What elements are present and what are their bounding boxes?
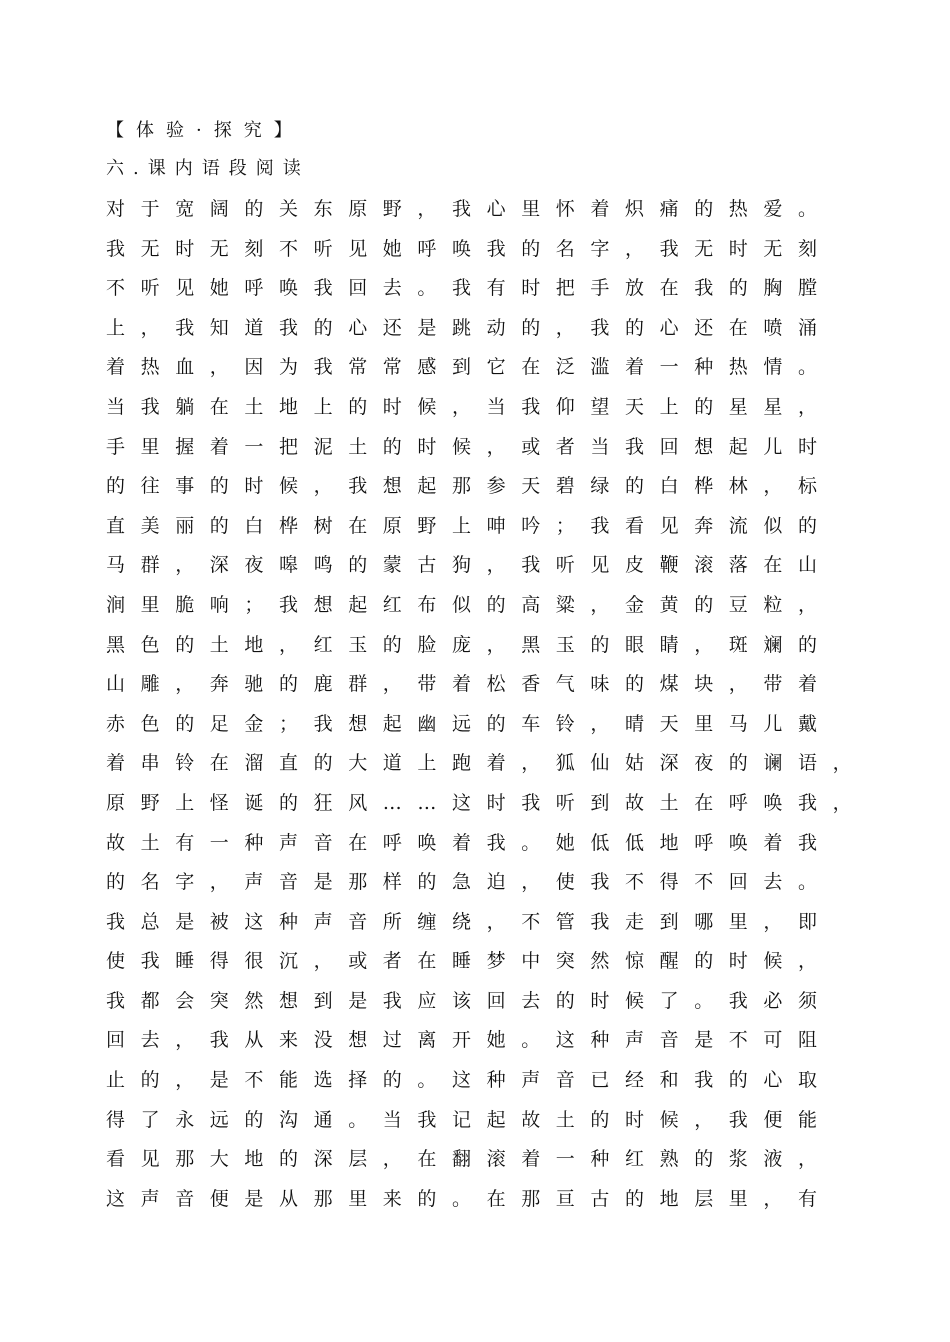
passage-line: 的往事的时候，我想起那参天碧绿的白桦林，标	[106, 475, 833, 498]
passage-line: 看见那大地的深层，在翻滚着一种红熟的浆液，	[106, 1148, 833, 1171]
passage-line: 这声音便是从那里来的。在那亘古的地层里，有	[106, 1187, 833, 1210]
passage-line: 手里握着一把泥土的时候，或者当我回想起儿时	[106, 435, 833, 458]
passage-line: 着热血，因为我常常感到它在泛滥着一种热情。	[106, 356, 833, 379]
passage-line: 不听见她呼唤我回去。我有时把手放在我的胸膛	[106, 277, 833, 300]
passage-line: 上，我知道我的心还是跳动的，我的心还在喷涌	[106, 316, 833, 339]
passage-line: 得了永远的沟通。当我记起故土的时候，我便能	[106, 1108, 833, 1131]
passage-line: 回去，我从来没想过离开她。这种声音是不可阻	[106, 1029, 833, 1052]
passage-line: 直美丽的白桦树在原野上呻吟；我看见奔流似的	[106, 514, 833, 537]
reading-passage	[106, 190, 866, 1219]
passage-line: 我无时无刻不听见她呼唤我的名字，我无时无刻	[106, 237, 833, 260]
section-title: 【体验·探究】	[106, 120, 304, 141]
passage-line: 我总是被这种声音所缠绕，不管我走到哪里，即	[106, 910, 833, 933]
passage-line: 使我睡得很沉，或者在睡梦中突然惊醒的时候，	[106, 950, 833, 973]
passage-line: 当我躺在土地上的时候，当我仰望天上的星星，	[106, 395, 833, 418]
passage-line: 赤色的足金；我想起幽远的车铃，晴天里马儿戴	[106, 712, 833, 735]
passage-line: 着串铃在溜直的大道上跑着，狐仙姑深夜的谰语，	[106, 752, 868, 775]
section-subtitle: 六.课内语段阅读	[106, 158, 310, 179]
passage-line: 黑色的土地，红玉的脸庞，黑玉的眼睛，斑斓的	[106, 633, 833, 656]
passage-line: 故土有一种声音在呼唤着我。她低低地呼唤着我	[106, 831, 833, 854]
passage-line: 止的，是不能选择的。这种声音已经和我的心取	[106, 1069, 833, 1092]
passage-line: 马群，深夜嗥鸣的蒙古狗，我听见皮鞭滚落在山	[106, 554, 833, 577]
passage-line: 原野上怪诞的狂风……这时我听到故土在呼唤我，	[106, 791, 868, 814]
passage-line: 山雕，奔驰的鹿群，带着松香气味的煤块，带着	[106, 673, 833, 696]
passage-line: 的名字，声音是那样的急迫，使我不得不回去。	[106, 871, 833, 894]
passage-line: 我都会突然想到是我应该回去的时候了。我必须	[106, 989, 833, 1012]
passage-line: 对于宽阔的关东原野，我心里怀着炽痛的热爱。	[106, 198, 833, 220]
passage-line: 涧里脆响；我想起红布似的高粱，金黄的豆粒，	[106, 593, 833, 616]
